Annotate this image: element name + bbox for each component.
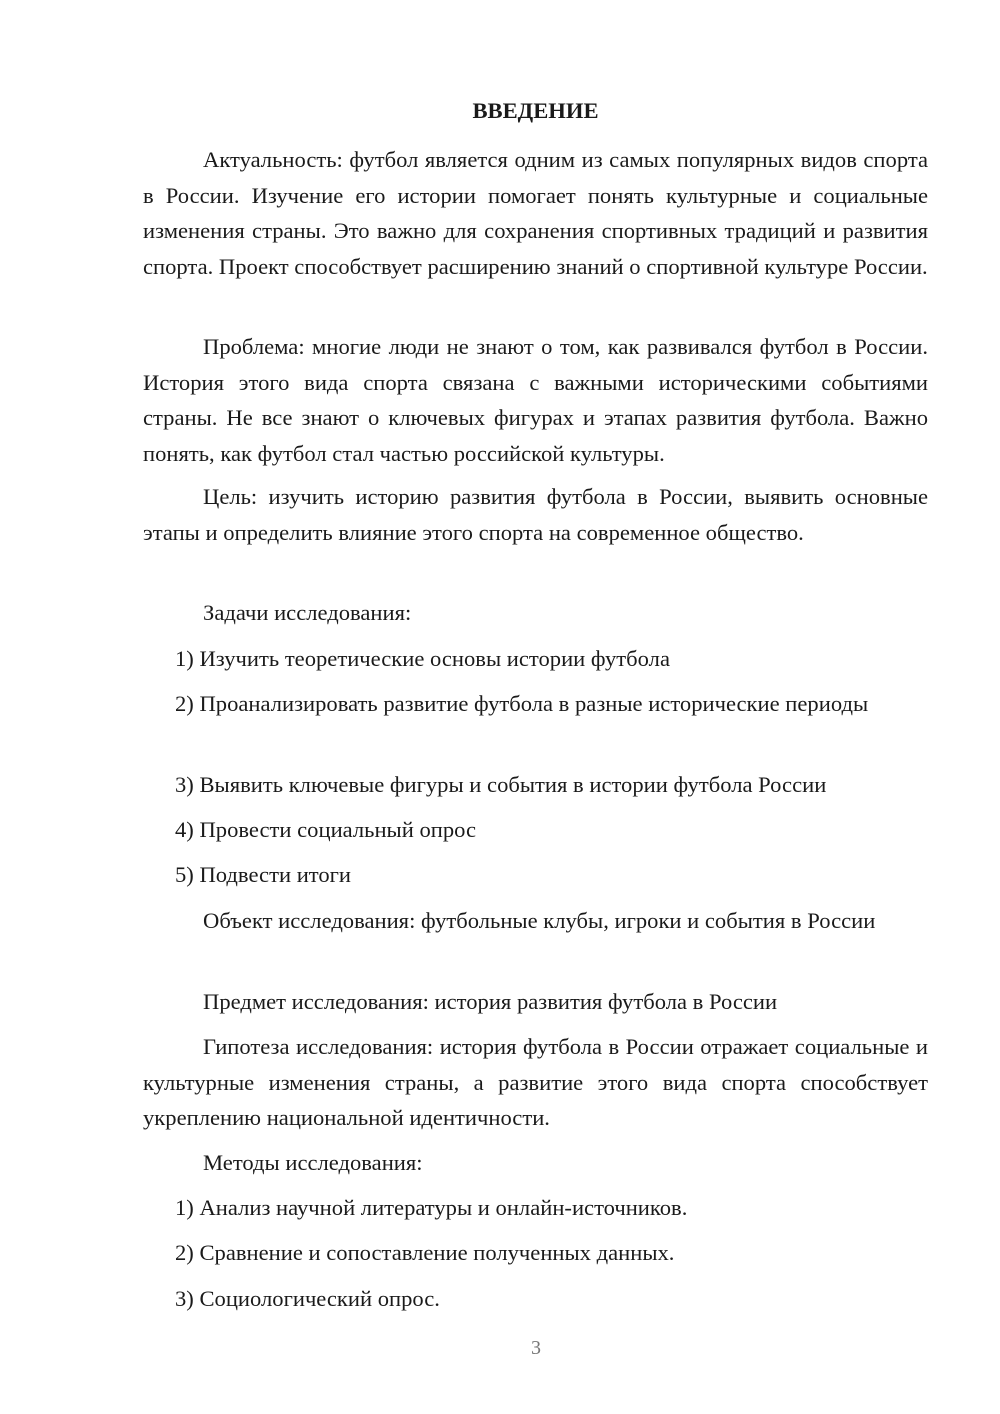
object-paragraph: Объект исследования: футбольные клубы, игроки и события в России <box>203 908 876 933</box>
method-item-2: 2) Сравнение и сопоставление полученных данных. <box>175 1240 675 1265</box>
method-item-3: 3) Социологический опрос. <box>175 1286 440 1311</box>
methods-label: Методы исследования: <box>203 1150 423 1175</box>
subject-paragraph: Предмет исследования: история развития футбола в России <box>203 989 778 1014</box>
goal-paragraph: Цель: изучить историю развития футбола в России, выявить основные этапы и определить влияние этого спорта на современное общество. <box>143 484 928 545</box>
task-item-4: 4) Провести социальный опрос <box>175 817 477 842</box>
tasks-label: Задачи исследования: <box>203 600 412 625</box>
hypothesis-paragraph: Гипотеза исследования: история футбола в России отражает социальные и культурные изменения страны, а развитие этого вида спорта способствует укреплению национальной идентичности. <box>143 1034 928 1130</box>
task-item-5: 5) Подвести итоги <box>175 862 352 887</box>
task-item-2: 2) Проанализировать развитие футбола в разные исторические периоды <box>175 691 869 716</box>
relevance-paragraph: Актуальность: футбол является одним из самых популярных видов спорта в России. Изучение его истории помогает понять культурные и социальные изменения страны. Это важно для сохранения спортивных традиций и развития спорта. Проект способствует расширению знаний о спортивной культуре России. <box>143 147 928 279</box>
page-number: 3 <box>531 1337 541 1359</box>
task-item-1: 1) Изучить теоретические основы истории футбола <box>175 646 670 671</box>
problem-paragraph: Проблема: многие люди не знают о том, как развивался футбол в России. История этого вида спорта связана с важными историческими событиями страны. Не все знают о ключевых фигурах и этапах развития футбола. Важно понять, как футбол стал частью российской культуры. <box>143 334 928 466</box>
page-title: ВВЕДЕНИЕ <box>472 98 599 123</box>
task-item-3: 3) Выявить ключевые фигуры и события в истории футбола России <box>175 772 827 797</box>
method-item-1: 1) Анализ научной литературы и онлайн-источников. <box>175 1195 688 1220</box>
